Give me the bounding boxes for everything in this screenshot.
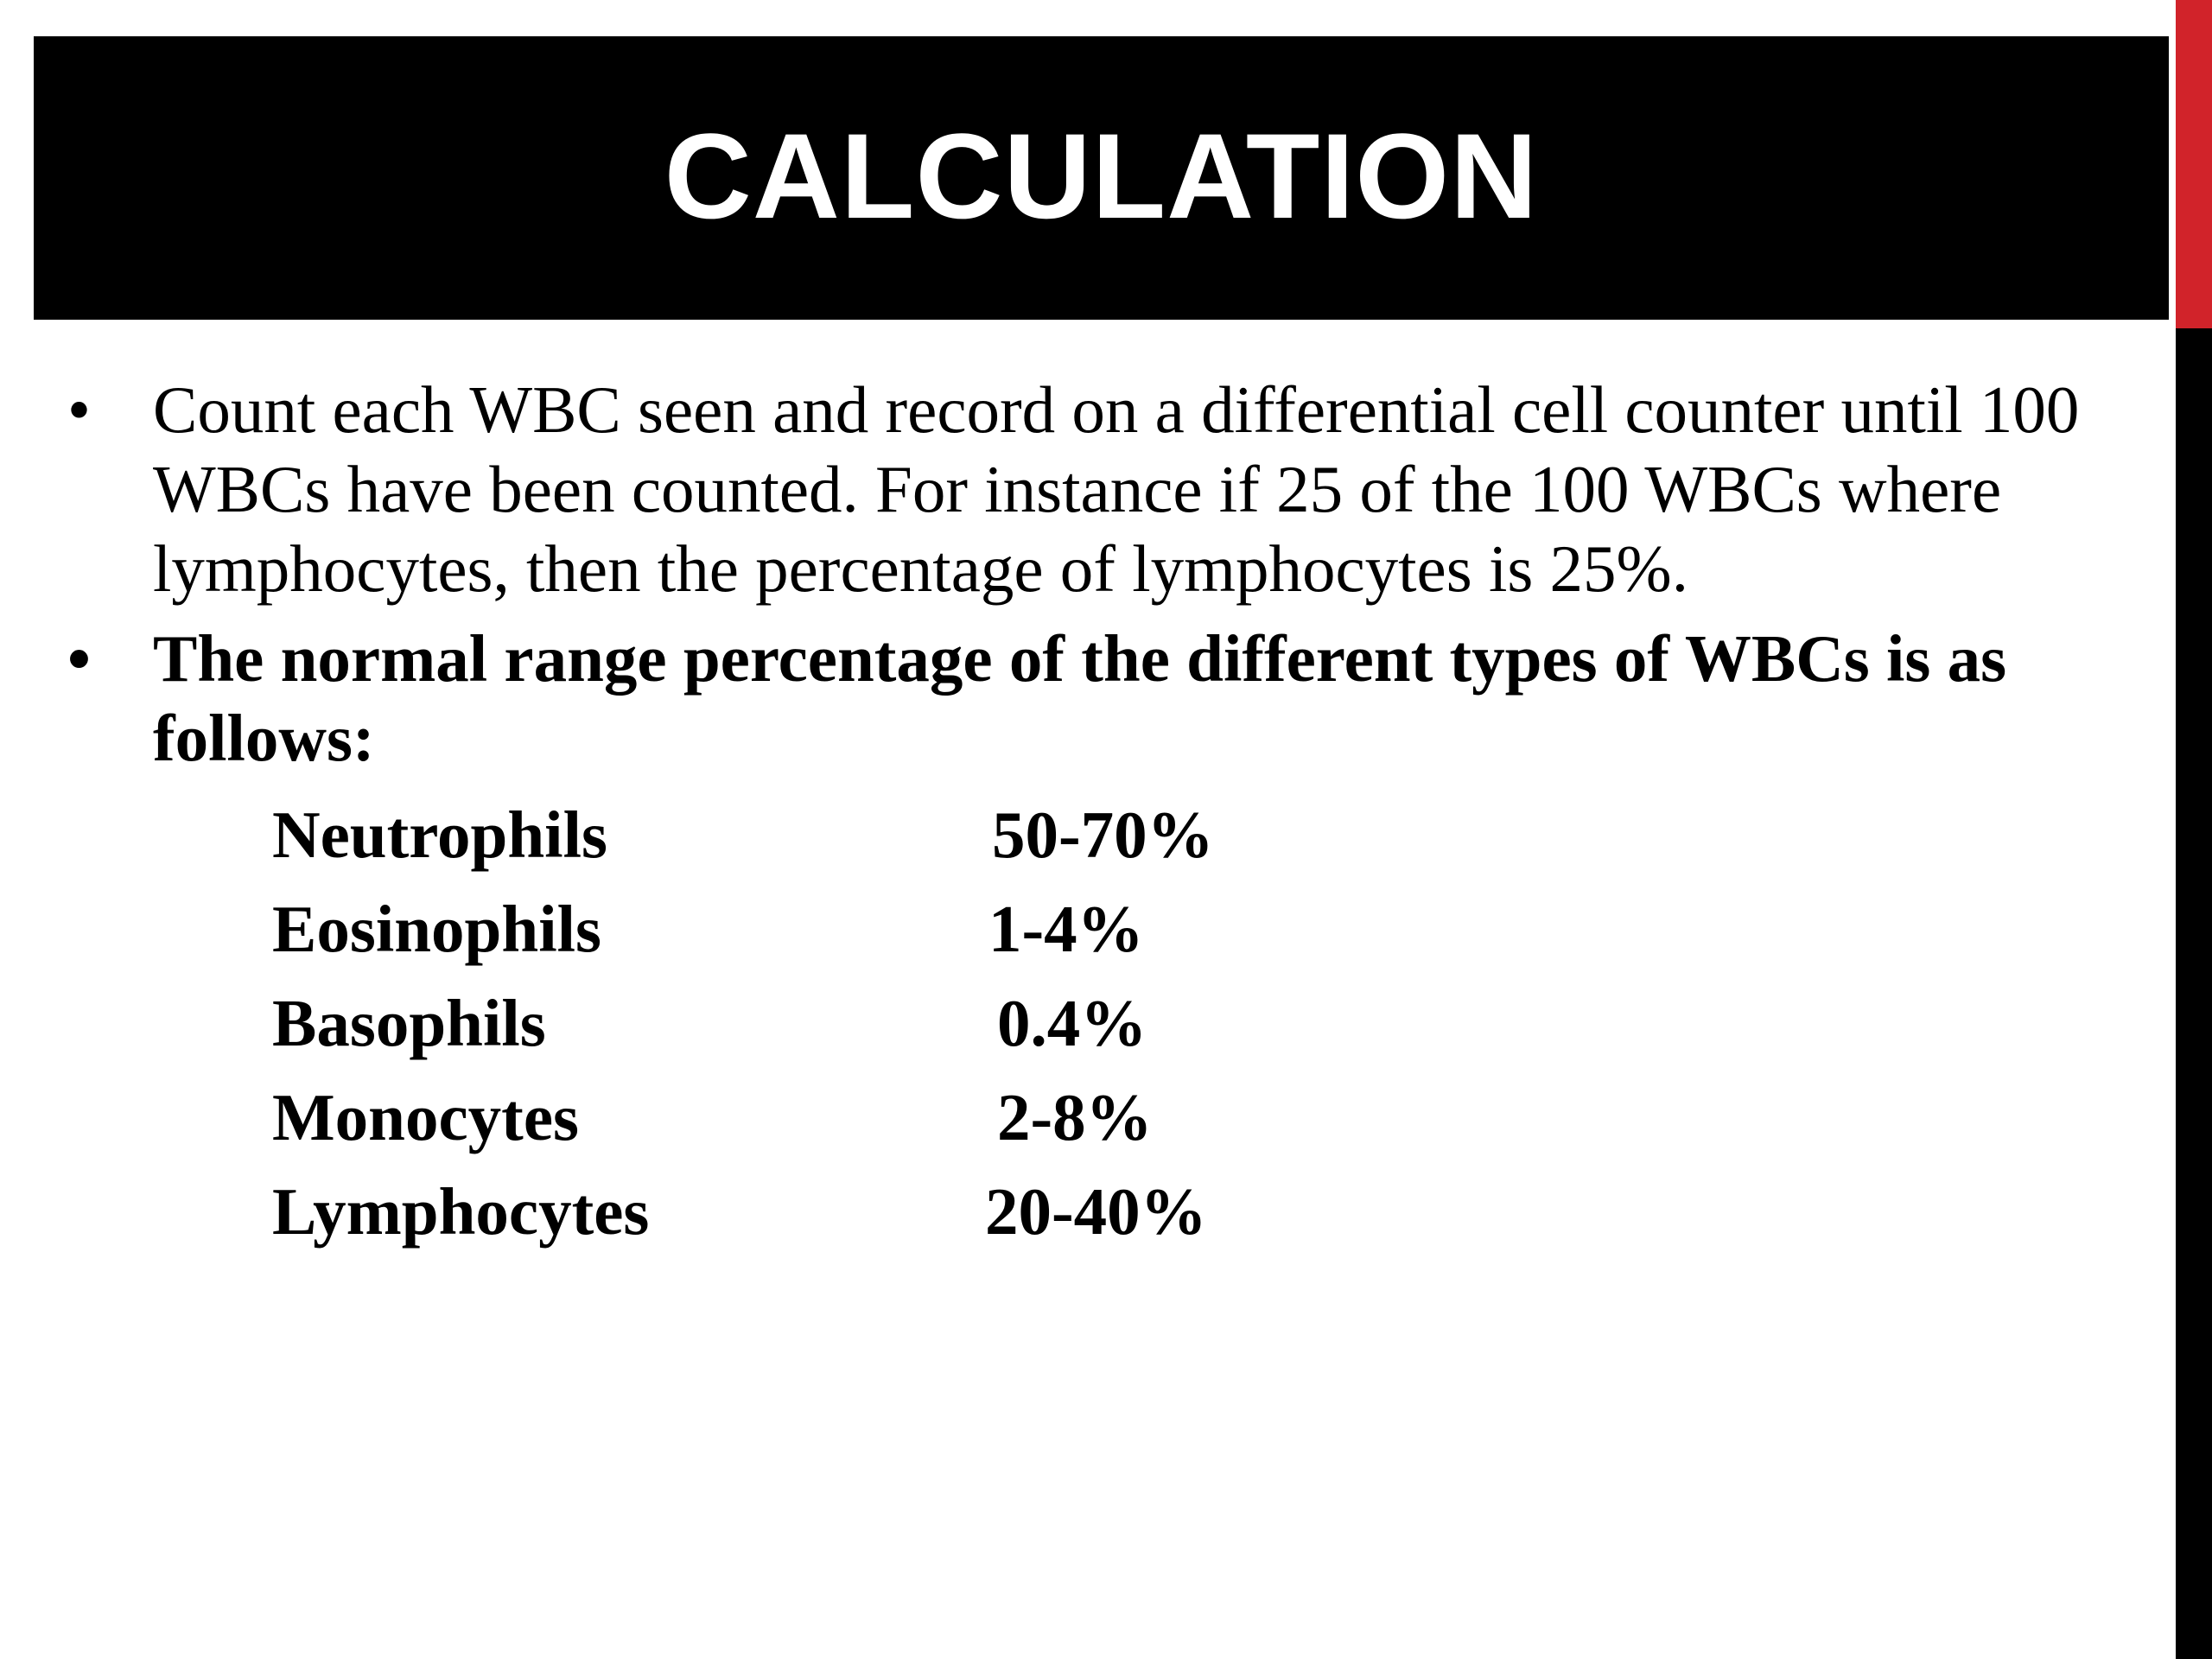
cell-type-range: 20-40% xyxy=(985,1174,1207,1249)
bullet-text: The normal range percentage of the different types of WBCs is as follows: xyxy=(153,621,2007,775)
range-row xyxy=(60,788,2152,882)
cell-type-name: Monocytes xyxy=(272,1080,579,1154)
bullet-marker: • xyxy=(67,621,91,696)
range-row xyxy=(60,976,2152,1071)
slide-title: CALCULATION xyxy=(664,108,1539,244)
range-row xyxy=(60,1165,2152,1259)
cell-type-range: 1-4% xyxy=(988,892,1144,966)
bullet-item xyxy=(60,619,2192,778)
cell-type-name: Lymphocytes xyxy=(272,1174,650,1249)
cell-type-range: 0.4% xyxy=(997,986,1147,1060)
accent-bar-red xyxy=(2176,0,2212,328)
cell-type-range: 50-70% xyxy=(992,798,1214,872)
slide-content xyxy=(60,370,2152,1259)
range-row xyxy=(60,1071,2152,1165)
bullet-text: Count each WBC seen and record on a differential cell counter until 100 WBCs have been counted. For instance if 25 of the 100 WBCs where lymphocytes, then the percentage of lymphocytes is 25%. xyxy=(153,372,2080,606)
bullet-item xyxy=(60,370,2166,608)
cell-type-name: Basophils xyxy=(272,986,546,1060)
title-bar xyxy=(34,36,2169,320)
cell-type-range: 2-8% xyxy=(997,1080,1153,1154)
range-row xyxy=(60,882,2152,976)
cell-type-name: Eosinophils xyxy=(272,892,601,966)
range-table xyxy=(60,788,2152,1259)
accent-bar-black xyxy=(2176,328,2212,1659)
cell-type-name: Neutrophils xyxy=(272,798,607,872)
bullet-marker: • xyxy=(67,372,91,447)
